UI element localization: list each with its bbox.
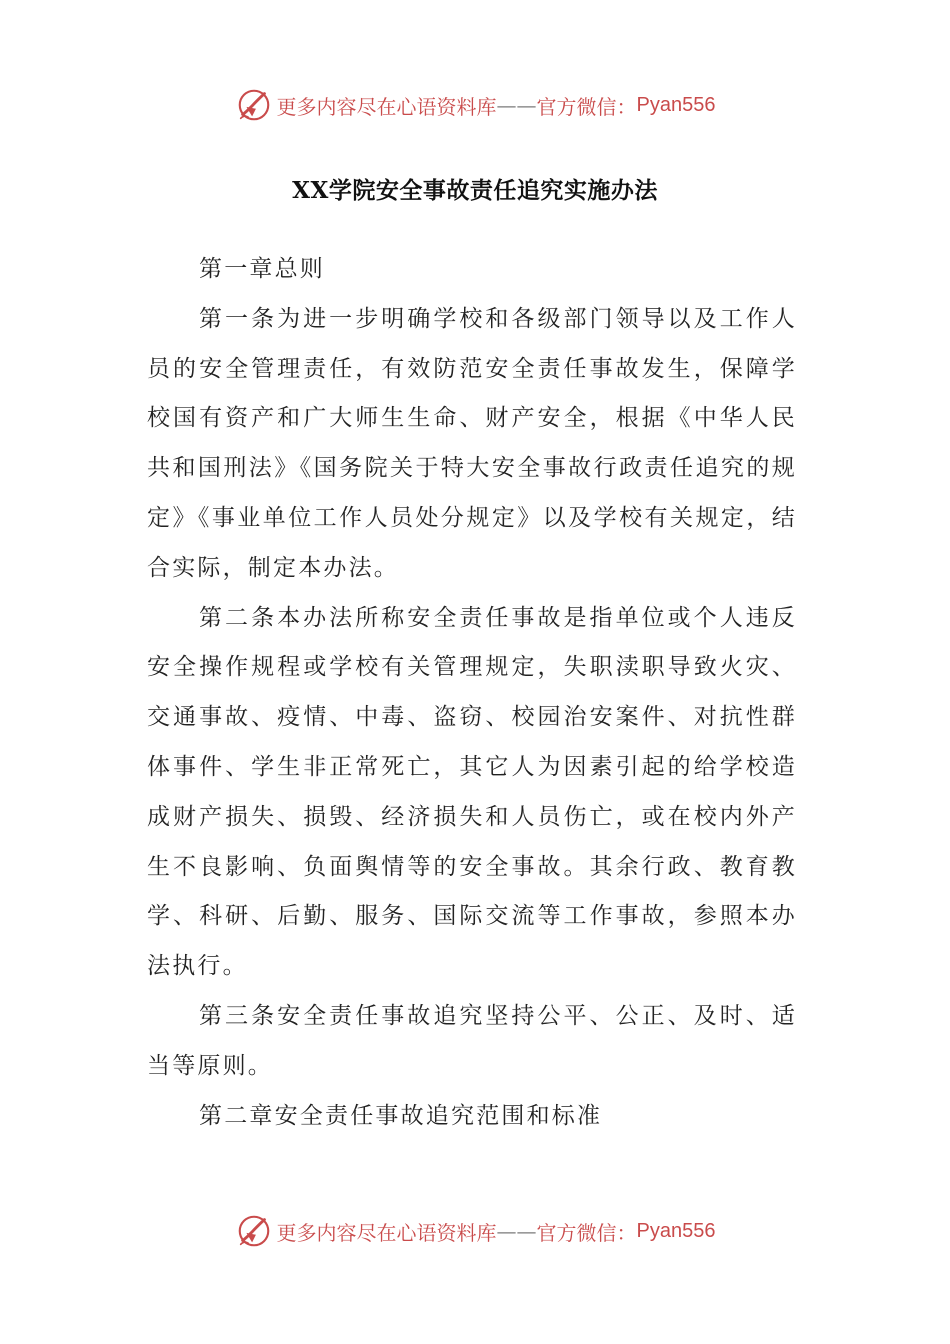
- body-paragraph: 第二条本办法所称安全责任事故是指单位或个人违反安全操作规程或学校有关管理规定，失职渎职导致火灾、交通事故、疫情、中毒、盗窃、校园治安案件、对抗性群体事件、学生非正常死亡，其它人为因素引起的给学校造成财产损失、损毁、经济损失和人员伤亡，或在校内外产生不良影响、负面舆情等的安全事故。其余行政、教育教学、科研、后勤、服务、国际交流等工作事故，参照本办法执行。: [147, 604, 797, 980]
- watermark-text: 更多内容尽在心语资料库: [276, 94, 497, 119]
- chapter-heading: 第二章安全责任事故追究范围和标准: [199, 1102, 603, 1129]
- body-paragraph: 第一条为进一步明确学校和各级部门领导以及工作人员的安全管理责任，有效防范安全责任事故发生，保障学校国有资产和广大师生生命、财产安全，根据《中华人民共和国刑法》《国务院关于特大安全事故行政责任追究的规定》《事业单位工作人员处分规定》以及学校有关规定，结合实际，制定本办法。: [147, 305, 797, 581]
- watermark-wechat-id: Pyan556: [636, 1219, 716, 1242]
- watermark-text: 更多内容尽在心语资料库: [276, 1220, 497, 1245]
- footer-watermark: [0, 1206, 950, 1256]
- body-paragraph: 第三条安全责任事故追究坚持公平、公正、及时、适当等原则。: [147, 1002, 797, 1079]
- pen-logo-icon: [235, 86, 273, 124]
- watermark-wechat-label: 官方微信：: [536, 1220, 637, 1245]
- document-title: XX学院安全事故责任追究实施办法: [292, 177, 658, 204]
- watermark-wechat-label: 官方微信：: [536, 94, 637, 119]
- document-body: [147, 245, 797, 1141]
- watermark-separator: ——: [496, 1219, 537, 1243]
- watermark-separator: ——: [496, 93, 537, 117]
- watermark-wechat-id: Pyan556: [636, 93, 716, 116]
- pen-logo-icon: [235, 1212, 273, 1250]
- header-watermark: [0, 80, 950, 130]
- chapter-heading: 第一章总则: [199, 256, 325, 282]
